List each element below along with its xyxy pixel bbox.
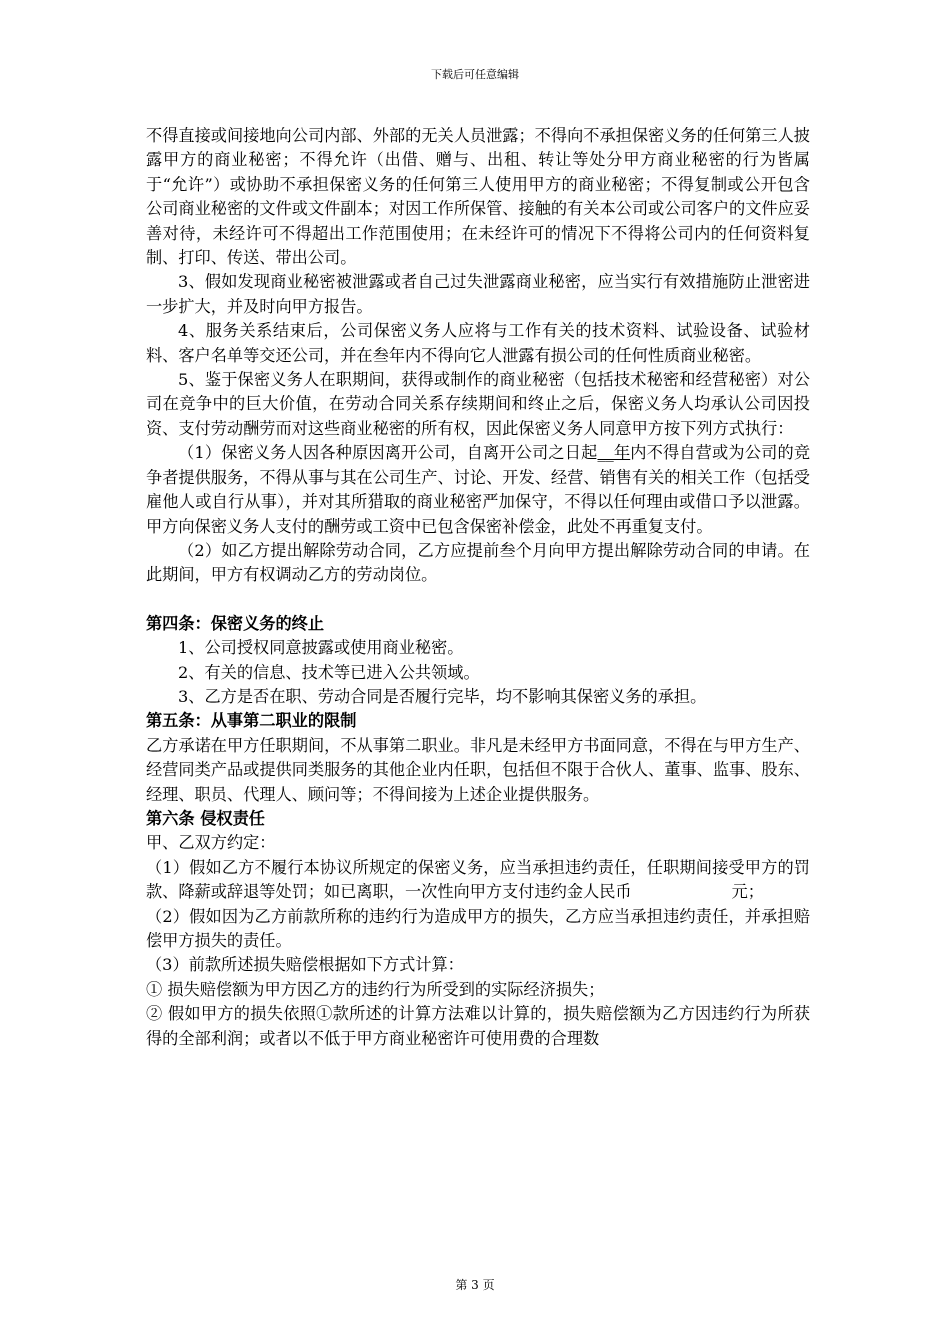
document-body — [146, 124, 810, 1051]
clause-4: 4、服务关系结束后，公司保密义务人应将与工作有关的技术资料、试验设备、试验材料、客户名单等交还公司，并在叁年内不得向它人泄露有损公司的任何性质商业秘密。 — [146, 321, 810, 365]
article-6-heading: 第六条 侵权责任 — [146, 808, 265, 828]
page-header: 下载后可任意编辑 — [431, 68, 519, 81]
article-6-item-3: （3）前款所述损失赔偿根据如下方式计算： — [146, 955, 464, 975]
paragraph-confidentiality-duties: 不得直接或间接地向公司内部、外部的无关人员泄露；不得向不承担保密义务的任何第三人披露甲方的商业秘密；不得允许（出借、赠与、出租、转让等处分甲方商业秘密的行为皆属于“允许”）或协助不承担保密义务的任何第三人使用甲方的商业秘密；不得复制或公开包含公司商业秘密的文件或文件副本；对因工作所保管、接触的有关本公司或公司客户的文件应妥善对待，未经许可不得超出工作范围使用；在未经许可的情况下不得将公司内的任何资料复制、打印、传送、带出公司。 — [146, 126, 810, 268]
article-6-item-3-1: ① 损失赔偿额为甲方因乙方的违约行为所受到的实际经济损失； — [146, 979, 605, 999]
article-6-item-2: （2）假如因为乙方前款所称的违约行为造成甲方的损失，乙方应当承担违约责任，并承担赔偿甲方损失的责任。 — [146, 906, 810, 950]
clause-5-1-start: （1）保密义务人因各种原因离开公司，自离开公司之日起 — [178, 443, 598, 463]
article-4-item-2: 2、有关的信息、技术等已进入公共领域。 — [178, 662, 480, 682]
clause-5-1 — [146, 441, 810, 539]
article-5-heading: 第五条：从事第二职业的限制 — [146, 711, 357, 731]
article-5-body: 乙方承诺在甲方任职期间，不从事第二职业。非凡是未经甲方书面同意，不得在与甲方生产、经营同类产品或提供同类服务的其他企业内任职，包括但不限于合伙人、董事、监事、股东、经理、职员、代理人、顾问等；不得间接为上述企业提供服务。 — [146, 735, 810, 804]
clause-5: 5、鉴于保密义务人在职期间，获得或制作的商业秘密（包括技术秘密和经营秘密）对公司在竞争中的巨大价值，在劳动合同关系存续期间和终止之后，保密义务人均承认公司因投资、支付劳动酬劳而对这些商业秘密的所有权，因此保密义务人同意甲方按下列方式执行： — [146, 370, 810, 438]
article-6-item-1-text: （1）假如乙方不履行本协议所规定的保密义务，应当承担违约责任，任职期间接受甲方的罚款、降薪或辞退等处罚；如已离职，一次性向甲方支付违约金人民币 — [146, 857, 810, 902]
article-6-item-1-end: 元； — [731, 882, 764, 902]
clause-5-2: （2）如乙方提出解除劳动合同，乙方应提前叁个月向甲方提出解除劳动合同的申请。在此期间，甲方有权调动乙方的劳动岗位。 — [146, 540, 810, 585]
article-4-item-3: 3、乙方是否在职、劳动合同是否履行完毕，均不影响其保密义务的承担。 — [178, 686, 707, 706]
page-number: 第 3 页 — [455, 1278, 495, 1292]
years-blank: __年 — [597, 443, 631, 463]
article-4-item-1: 1、公司授权同意披露或使用商业秘密。 — [178, 638, 464, 658]
blank-line — [146, 588, 810, 612]
clause-5-1-rest: 内不得自营或为公司的竞争者提供服务，不得从事与其在公司生产、讨论、开发、经营、销售有关的相关工作（包括受雇他人或自行从事），并对其所猎取的商业秘密严加保守，不得以任何理由或借口予以泄露。甲方向保密义务人支付的酬劳或工资中已包含保密补偿金，此处不再重复支付。 — [146, 443, 811, 536]
clause-3: 3、假如发现商业秘密被泄露或者自己过失泄露商业秘密，应当实行有效措施防止泄密进一步扩大，并及时向甲方报告。 — [146, 272, 810, 316]
article-6-intro: 甲、乙双方约定： — [146, 833, 276, 853]
article-6-item-3-2: ② 假如甲方的损失依照①款所述的计算方法难以计算的，损失赔偿额为乙方因违约行为所获得的全部利润；或者以不低于甲方商业秘密许可使用费的合理数 — [146, 1004, 810, 1048]
article-6-item-1 — [146, 856, 810, 905]
article-4-heading: 第四条：保密义务的终止 — [146, 613, 325, 633]
